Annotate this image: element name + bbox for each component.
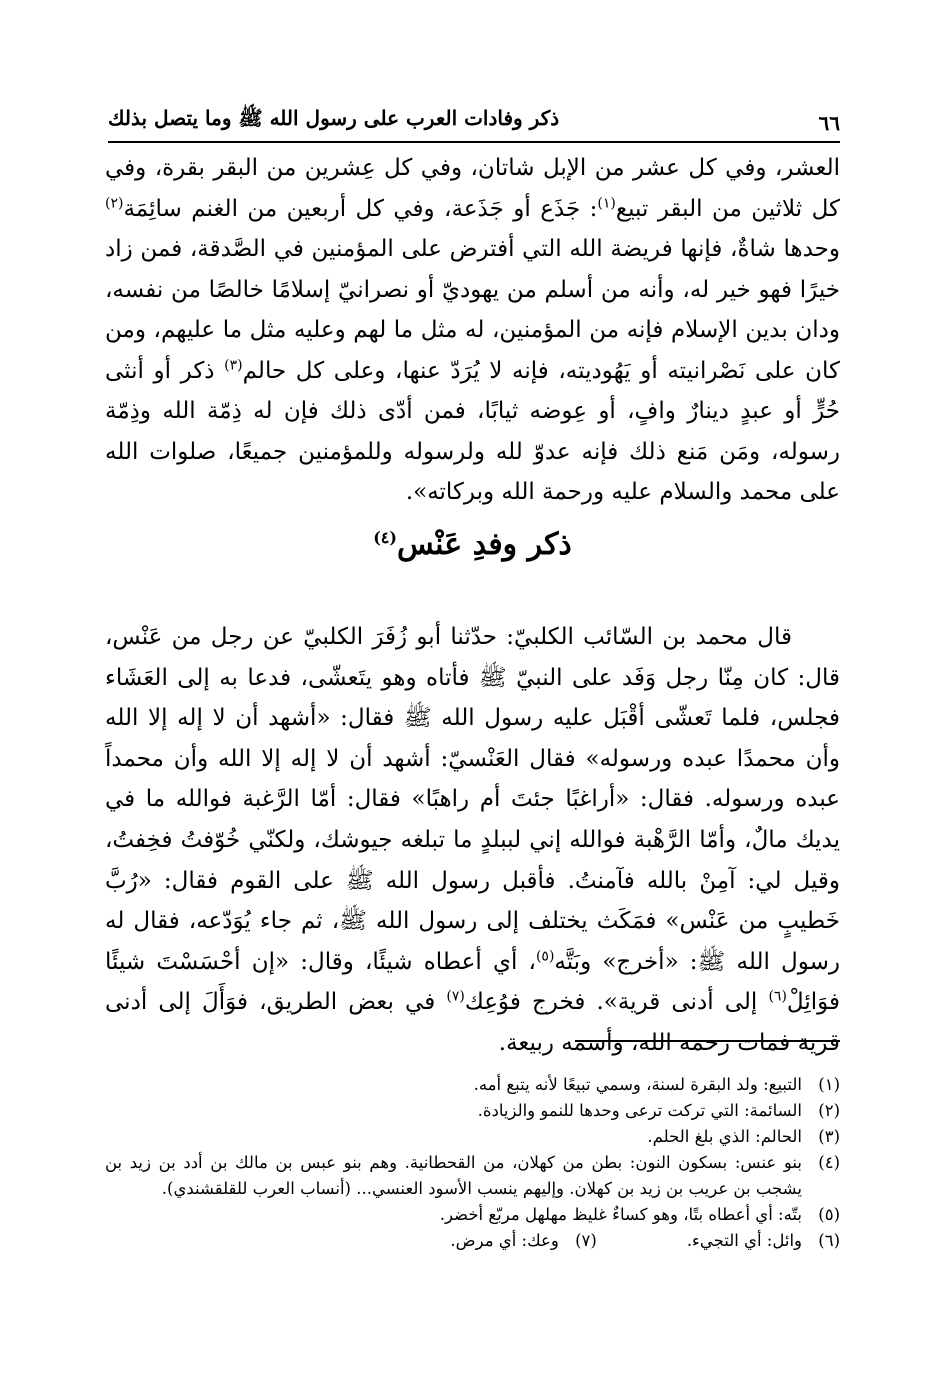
section-text-c: إلى أدنى قرية». فخرج فوُعِك	[464, 989, 769, 1016]
footnote-text: السائمة: التي تركت ترعى وحدها للنمو والزيادة.	[477, 1101, 802, 1120]
footnote-separator	[575, 1040, 840, 1042]
section-title: ذكر وفدِ عَنْس	[396, 527, 572, 562]
paragraph1-text-a: العشر، وفي كل عشر من الإبل شاتان، وفي كل عِشرين من البقر بقرة، وفي كل ثلاثين من البقر تبيع	[105, 155, 840, 222]
footnote-number: (٣)	[818, 1127, 840, 1146]
section-heading	[105, 527, 840, 562]
paragraph1-text-d: ذكر أو أنثى حُرٍّ أو عبدٍ دينارٌ وافٍ، أو عِوضه ثيابًا، فمن أدّى ذلك فإن له ذِمّة الله وذِمّة رسوله، ومَن مَنع ذلك فإنه عدوّ لله ولرسوله وللمؤمنين جميعًا، صلوات الله على محمد والسلام عليه ورحمة الله وبركاته».	[105, 357, 840, 505]
paragraph-continuation	[105, 148, 840, 513]
footnote-text: وعك: أي مرض.	[450, 1231, 559, 1250]
footnote-7	[450, 1228, 596, 1254]
footnote-text: الحالم: الذي بلغ الحلم.	[647, 1127, 802, 1146]
footnote-ref-1[interactable]: (١)	[597, 194, 616, 211]
footnote-number: (٥)	[818, 1205, 840, 1224]
footnote-1	[105, 1072, 840, 1098]
paragraph1-text-b: : جَذَع أو جَذَعة، وفي كل أربعين من الغنم سائِمَة	[123, 195, 598, 222]
footnote-ref-4[interactable]: (٤)	[373, 528, 397, 547]
footnote-row-6-7	[105, 1228, 840, 1254]
footnote-ref-2[interactable]: (٢)	[105, 194, 124, 211]
paragraph1-text-c: وحدها شاةٌ، فإنها فريضة الله التي أفترض على المؤمنين في الصَّدقة، فمن زاد خيرًا فهو خير له، وأنه من أسلم من يهوديّ أو نصرانيّ إسلامًا خالصًا من نفسه، ودان بدين الإسلام فإنه من المؤمنين، له مثل ما لهم وعليه مثل ما عليهم، ومن كان على نَصْرانيته أو يَهُوديته، فإنه لا يُرَدّ عنها، وعلى كل حالم	[105, 236, 840, 384]
running-title: ذكر وفادات العرب على رسول الله ﷺ وما يتصل بذلك	[108, 106, 560, 130]
footnote-number: (١)	[818, 1075, 840, 1094]
footnote-5	[105, 1202, 840, 1228]
footnote-number: (٦)	[818, 1231, 840, 1250]
footnote-2	[105, 1098, 840, 1124]
footnote-text: بنو عنس: بسكون النون: بطن من كهلان، من القحطانية. وهم بنو عبس بن مالك بن أدد بن زيد بن يشجب بن عريب بن زيد بن كهلان. وإليهم ينسب الأسود العنسي... (أنساب العرب للقلقشندي).	[105, 1153, 802, 1198]
section-text-b: ، أي أعطاه شيئًا، وقال: «إن أحْسَسْتَ شيئًا فوَائِلْ	[105, 948, 840, 1016]
footnote-ref-3[interactable]: (٣)	[224, 356, 243, 373]
footnote-3	[105, 1124, 840, 1150]
footnote-ref-6[interactable]: (٦)	[768, 988, 787, 1005]
footnote-ref-7[interactable]: (٧)	[446, 988, 465, 1005]
footnote-number: (٧)	[575, 1231, 597, 1250]
footnote-text: بتّه: أي أعطاه بتًا، وهو كساءٌ غليظ مهلهل مربّع أخضر.	[439, 1205, 802, 1224]
section-body	[105, 617, 840, 1064]
section-text-a: قال محمد بن السّائب الكلبيّ: حدّثنا أبو زُفَرَ الكلبيّ عن رجل من عَنْس، قال: كان مِنّا رجل وَفَد على النبيّ ﷺ فأتاه وهو يتَعشّى، فدعا به إلى العَشَاء فجلس، فلما تَعشّى أقْبَل عليه رسول الله ﷺ فقال: «أشهد أن لا إله إلا الله وأن محمدًا عبده ورسوله» فقال العَنْسيّ: أشهد أن لا إله إلا الله وأن محمداً عبده ورسوله. فقال: «أراغبًا جئتَ أم راهبًا» فقال: أمّا الرَّغبة فوالله ما في يديك مالٌ، وأمّا الرَّهْبة فوالله إني لببلدٍ ما تبلغه جيوشك، ولكنّي خُوّفتُ فخِفتُ، وقيل لي: آمِنْ بالله فآمنتُ. فأقبل رسول الله ﷺ على القوم فقال: «رُبَّ خَطيبٍ من عَنْس» فمَكَث يختلف إلى رسول الله ﷺ، ثم جاء يُوَدّعه، فقال له رسول الله ﷺ: «أخرج» وبَتَّه	[105, 624, 840, 975]
footnote-text: التبيع: ولد البقرة لسنة، وسمي تبيعًا لأنه يتبع أمه.	[473, 1075, 802, 1094]
page-number: ٦٦	[818, 111, 840, 135]
footnote-number: (٢)	[818, 1101, 840, 1120]
footnote-6	[687, 1228, 840, 1254]
footnote-text: وائل: أي التجيء.	[686, 1231, 802, 1250]
footnotes	[105, 1072, 840, 1254]
footnote-number: (٤)	[818, 1153, 840, 1172]
running-header	[108, 95, 840, 143]
footnote-4	[105, 1150, 840, 1202]
section-text-d: في بعض الطريق، فوَأَلَ إلى أدنى قرية فمات رحمه الله، وأسمه ربيعة.	[105, 989, 840, 1056]
footnote-ref-5[interactable]: (٥)	[535, 948, 555, 965]
